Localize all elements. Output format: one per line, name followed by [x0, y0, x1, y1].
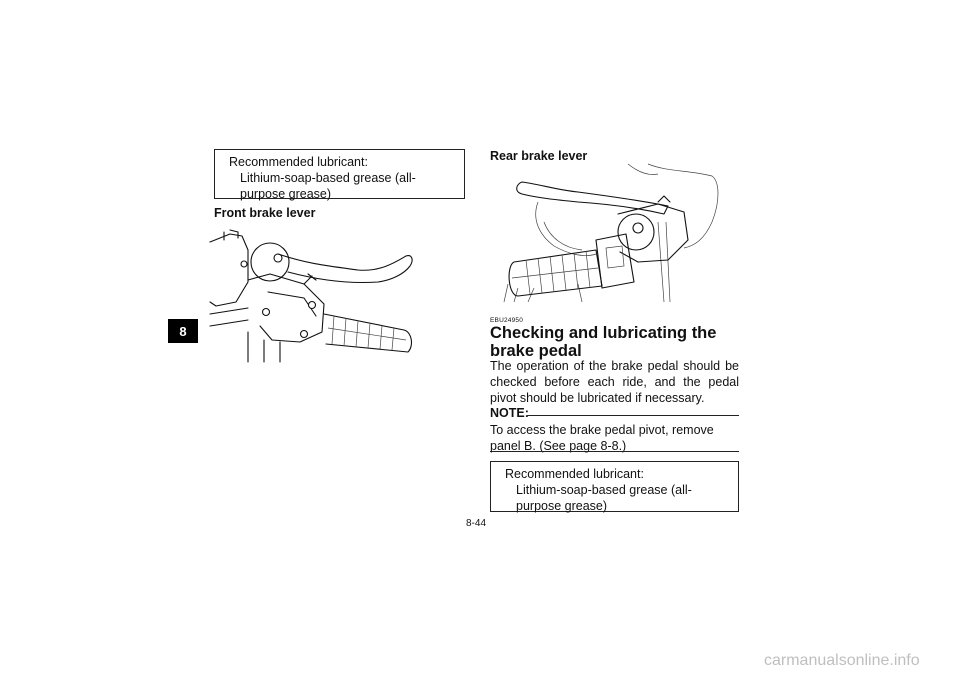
section-heading: Checking and lubricating the brake pedal: [490, 324, 717, 360]
lubricant-value: Lithium-soap-based grease (all-purpose grease): [240, 171, 416, 201]
front-brake-lever-illustration: [208, 222, 418, 364]
section-body: The operation of the brake pedal should be checked before each ride, and the pedal pivot should be lubricated if necessary.: [490, 359, 739, 405]
watermark-footer: carmanualsonline.info: [764, 652, 920, 669]
note-bottom-rule: [490, 451, 739, 452]
lubricant-label: Recommended lubricant:: [505, 467, 644, 481]
lubricant-label: Recommended lubricant:: [229, 155, 368, 169]
rear-lubricant-box: [490, 461, 739, 512]
note-top-rule: [527, 415, 739, 416]
front-lubricant-box: [214, 149, 465, 199]
note-label: NOTE:: [490, 406, 529, 420]
front-brake-lever-caption: Front brake lever: [214, 206, 316, 220]
note-text: To access the brake pedal pivot, remove panel B. (See page 8-8.): [490, 423, 714, 453]
page-number: 8-44: [466, 518, 487, 529]
chapter-tab: 8: [168, 319, 198, 343]
rear-brake-lever-illustration: [498, 162, 724, 304]
lubricant-value: Lithium-soap-based grease (all-purpose grease): [516, 483, 692, 513]
rear-brake-lever-caption: Rear brake lever: [490, 149, 588, 163]
section-code: EBU24950: [490, 317, 524, 324]
